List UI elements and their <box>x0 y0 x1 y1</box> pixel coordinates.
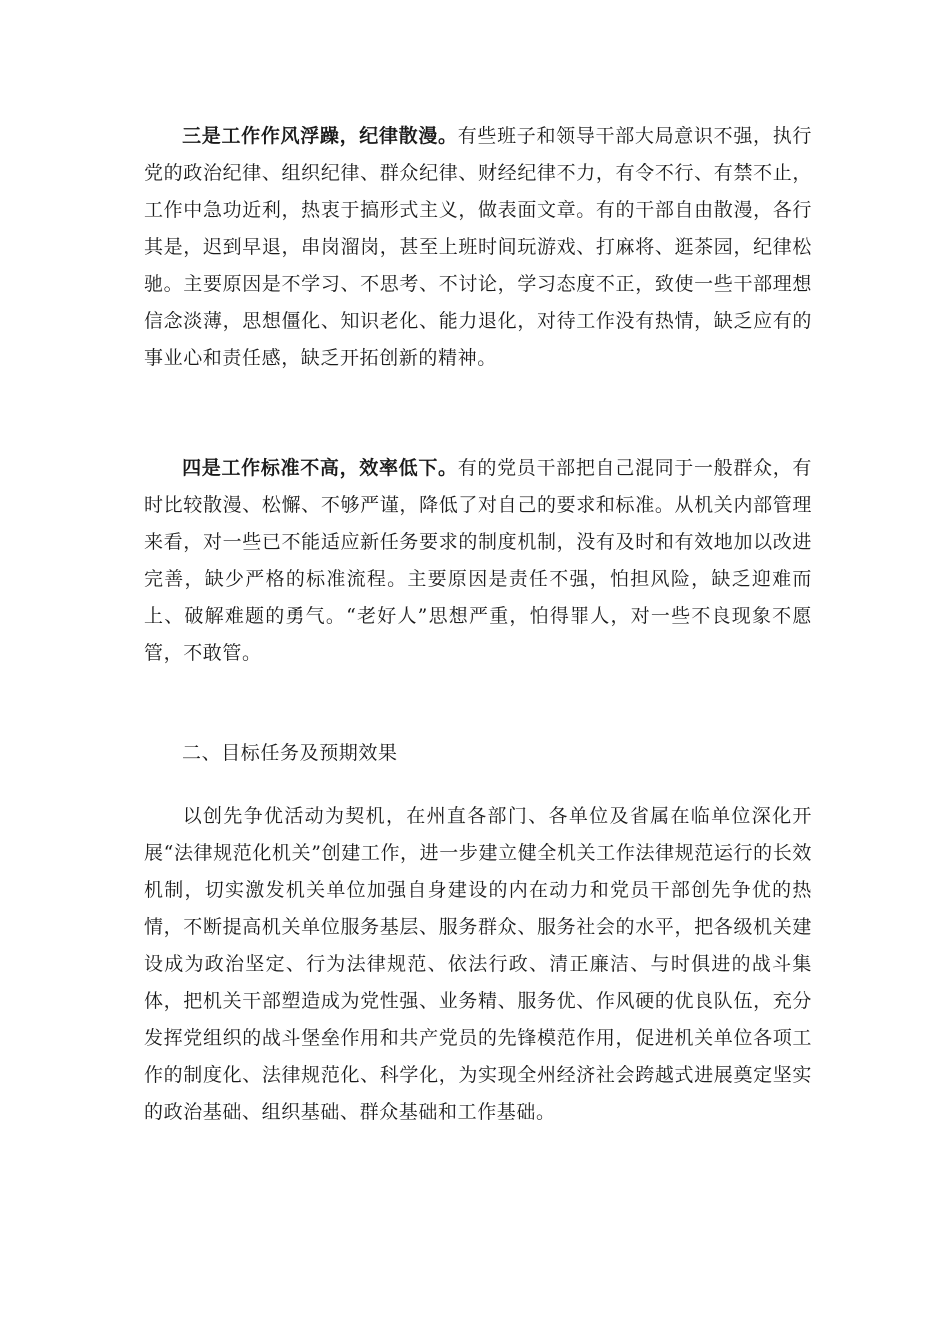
section-four-lead: 四是工作标准不高，效率低下。 <box>182 457 458 479</box>
paragraph-goals <box>144 798 812 1131</box>
goals-body: 以创先争优活动为契机，在州直各部门、各单位及省属在临单位深化开展“法律规范化机关”创建工作，进一步建立健全机关工作法律规范运行的长效机制，切实激发机关单位加强自身建设的内在动力和党员干部创先争优的热情，不断提高机关单位服务基层、服务群众、服务社会的水平，把各级机关建设成为政治坚定、行为法律规范、依法行政、清正廉洁、与时俱进的战斗集体，把机关干部塑造成为党性强、业务精、服务优、作风硬的优良队伍，充分发挥党组织的战斗堡垒作用和共产党员的先锋模范作用，促进机关单位各项工作的制度化、法律规范化、科学化，为实现全州经济社会跨越式进展奠定坚实的政治基础、组织基础、群众基础和工作基础。 <box>144 805 812 1123</box>
section-heading-two: 二、目标任务及预期效果 <box>182 742 398 764</box>
section-three-lead: 三是工作作风浮躁，纪律散漫。 <box>182 125 458 147</box>
section-four-body: 有的党员干部把自己混同于一般群众，有时比较散漫、松懈、不够严谨，降低了对自己的要求和标准。从机关内部管理来看，对一些已不能适应新任务要求的制度机制，没有及时和有效地加以改进完善，缺少严格的标准流程。主要原因是责任不强，怕担风险，缺乏迎难而上、破解难题的勇气。“老好人”思想严重，怕得罪人，对一些不良现象不愿管，不敢管。 <box>144 457 812 664</box>
paragraph-section-three <box>144 118 812 377</box>
paragraph-section-four <box>144 450 812 672</box>
section-three-body: 有些班子和领导干部大局意识不强，执行党的政治纪律、组织纪律、群众纪律、财经纪律不力，有令不行、有禁不止，工作中急功近利，热衷于搞形式主义，做表面文章。有的干部自由散漫，各行其是，迟到早退，串岗溜岗，甚至上班时间玩游戏、打麻将、逛茶园，纪律松驰。主要原因是不学习、不思考、不讨论，学习态度不正，致使一些干部理想信念淡薄，思想僵化、知识老化、能力退化，对待工作没有热情，缺乏应有的事业心和责任感，缺乏开拓创新的精神。 <box>144 125 812 369</box>
